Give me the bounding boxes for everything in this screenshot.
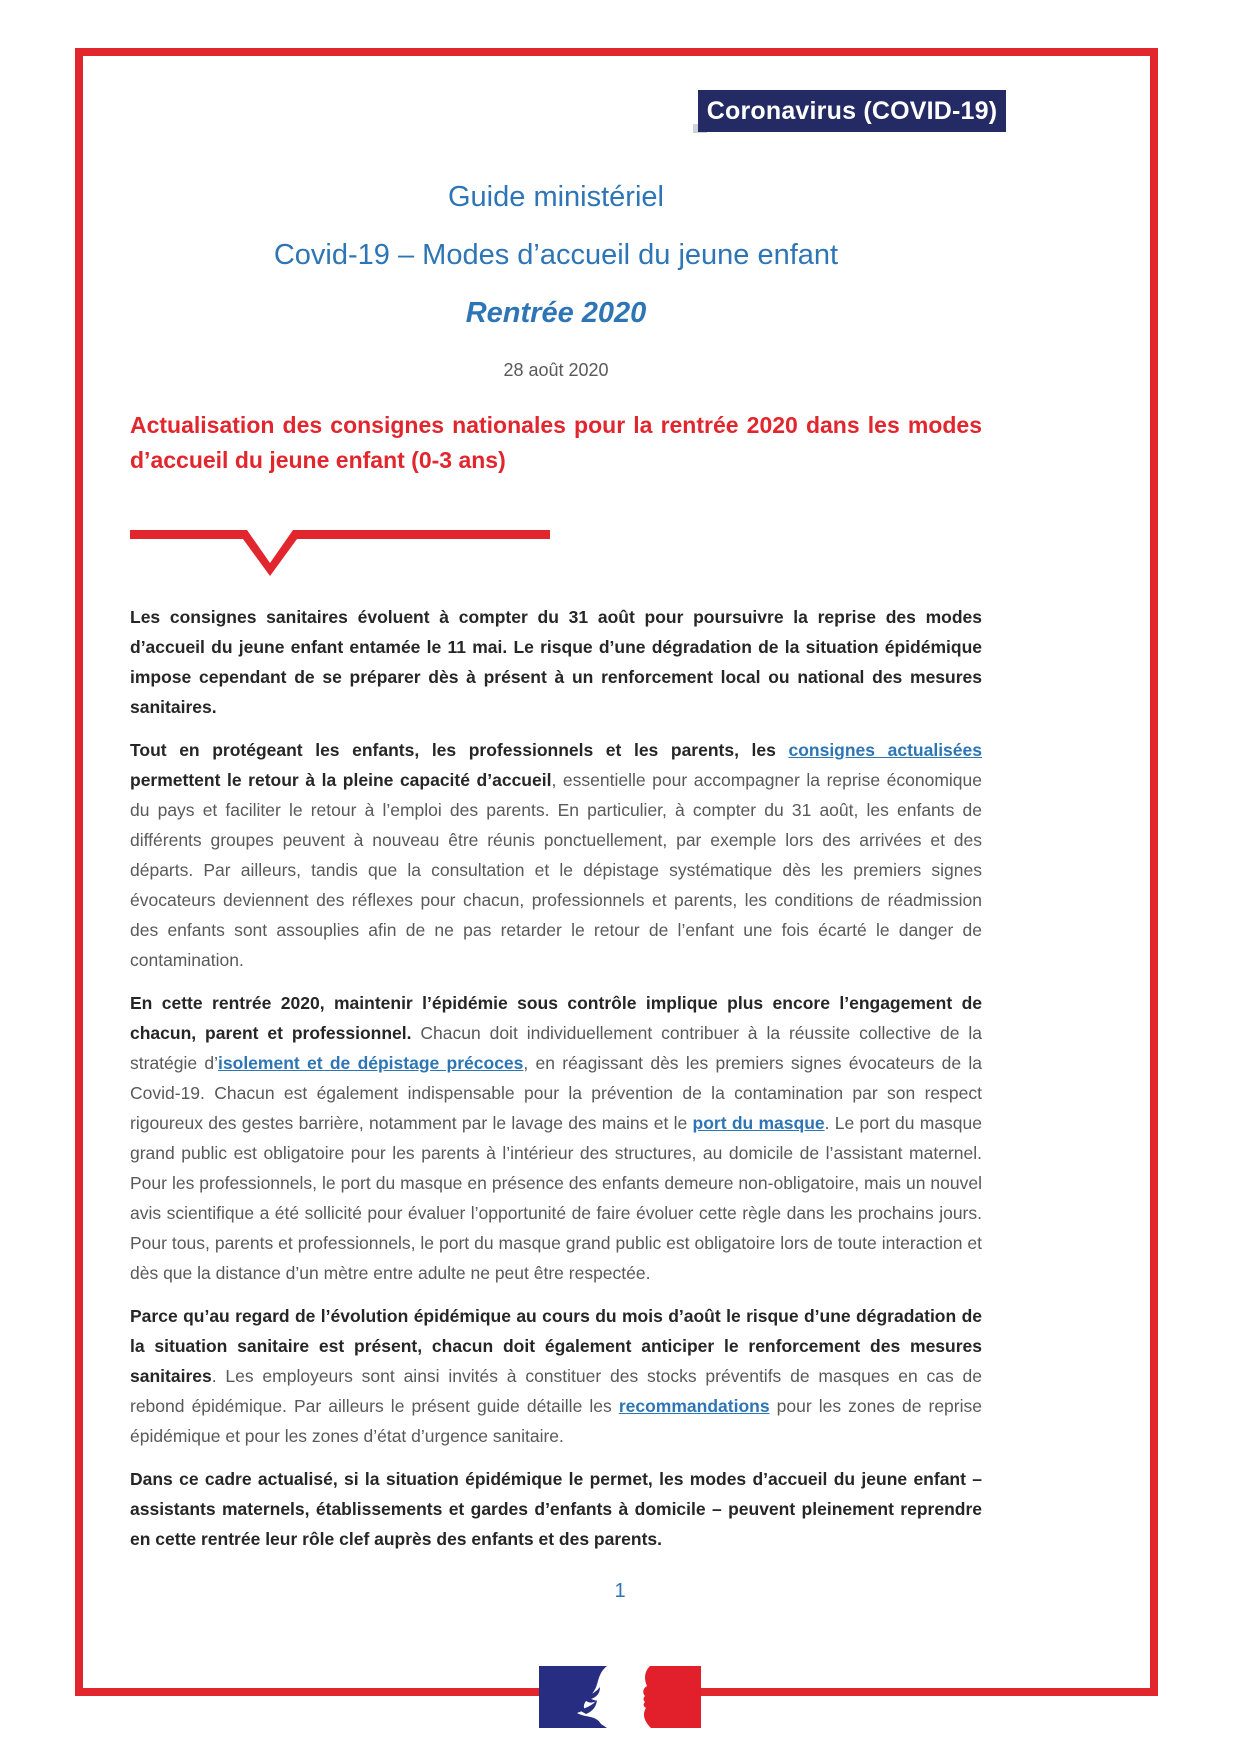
text-run: En cette rentrée 2020, maintenir l’épidémie sous contrôle implique plus encore l’engagement de chacun, parent et professionnel. <box>130 993 982 1043</box>
page-number: 1 <box>614 1580 626 1602</box>
paragraph <box>130 735 982 975</box>
text-run: permettent le retour à la pleine capacité d’accueil <box>130 770 552 790</box>
paragraph <box>130 602 982 722</box>
body-paragraphs <box>130 602 982 1554</box>
text-run: pour les zones de reprise épidémique et pour les zones d’état d’urgence sanitaire. <box>130 1396 982 1446</box>
doc-title-line2: Covid-19 – Modes d’accueil du jeune enfant <box>273 239 839 271</box>
text-run: Chacun doit individuellement contribuer à la réussite collective de la stratégie d’ <box>130 1023 982 1073</box>
text-run: , en réagissant dès les premiers signes évocateurs de la Covid-19. Chacun est également indispensable pour la prévention de la contamination par son respect rigoureux des gestes barrière, notamment par le lavage des mains et le <box>130 1053 982 1133</box>
covid-banner <box>698 90 1006 132</box>
inline-link[interactable]: port du masque <box>692 1113 825 1133</box>
text-run: , essentielle pour accompagner la reprise économique du pays et faciliter le retour à l’emploi des parents. En particulier, à compter du 31 août, les enfants de différents groupes peuvent à nouveau être réunis ponctuellement, par exemple lors des arrivées et des départs. Par ailleurs, tandis que la consultation et le dépistage systématique dès les premiers signes évocateurs deviennent des réflexes pour chacun, professionnels et parents, les conditions de réadmission des enfants sont assouplies afin de ne pas retarder le retour de l’enfant une fois écarté le danger de contamination. <box>130 770 982 970</box>
doc-date: 28 août 2020 <box>503 360 609 380</box>
paragraph <box>130 1301 982 1451</box>
inline-link[interactable]: isolement et de dépistage précoces <box>218 1053 524 1073</box>
section-heading: Actualisation des consignes nationales pour la rentrée 2020 dans les modes d’accueil du jeune enfant (0-3 ans) <box>130 412 982 473</box>
text-run: Dans ce cadre actualisé, si la situation épidémique le permet, les modes d’accueil du jeune enfant – assistants maternels, établissements et gardes d’enfants à domicile – peuvent pleinement reprendre en cette rentrée leur rôle clef auprès des enfants et des parents. <box>130 1469 982 1549</box>
document-body <box>130 180 982 1567</box>
red-divider-checkmark <box>130 524 550 580</box>
paragraph <box>130 988 982 1288</box>
inline-link[interactable]: consignes actualisées <box>788 740 982 760</box>
text-run: Les consignes sanitaires évoluent à compter du 31 août pour poursuivre la reprise des modes d’accueil du jeune enfant entamée le 11 mai. Le risque d’une dégradation de la situation épidémique impose cependant de se préparer dès à présent à un renforcement local ou national des mesures sanitaires. <box>130 607 982 717</box>
covid-banner-label: Coronavirus (COVID-19) <box>706 96 998 125</box>
text-run: Parce qu’au regard de l’évolution épidémique au cours du mois d’août le risque d’une dégradation de la situation sanitaire est présent, chacun doit également anticiper le renforcement des mesures sanitaires <box>130 1306 982 1386</box>
text-run: Tout en protégeant les enfants, les professionnels et les parents, les <box>130 740 789 760</box>
doc-title-line3: Rentrée 2020 <box>465 297 647 329</box>
paragraph <box>130 1464 982 1554</box>
doc-title-line1: Guide ministériel <box>448 181 664 213</box>
text-run: . Les employeurs sont ainsi invités à constituer des stocks préventifs de masques en cas de rebond épidémique. Par ailleurs le présent guide détaille les <box>130 1366 982 1416</box>
text-run: . Le port du masque grand public est obligatoire pour les parents à l’intérieur des structures, au domicile de l’assistant maternel. Pour les professionnels, le port du masque en présence des enfants demeure non-obligatoire, mais un nouvel avis scientifique a été sollicité pour évaluer l’opportunité de faire évoluer cette règle dans les prochains jours. Pour tous, parents et professionnels, le port du masque grand public est obligatoire lors de toute interaction et dès que la distance d’un mètre entre adulte ne peut être respectée. <box>130 1113 983 1283</box>
inline-link[interactable]: recommandations <box>618 1396 770 1416</box>
french-republic-marianne-logo <box>539 1666 701 1728</box>
